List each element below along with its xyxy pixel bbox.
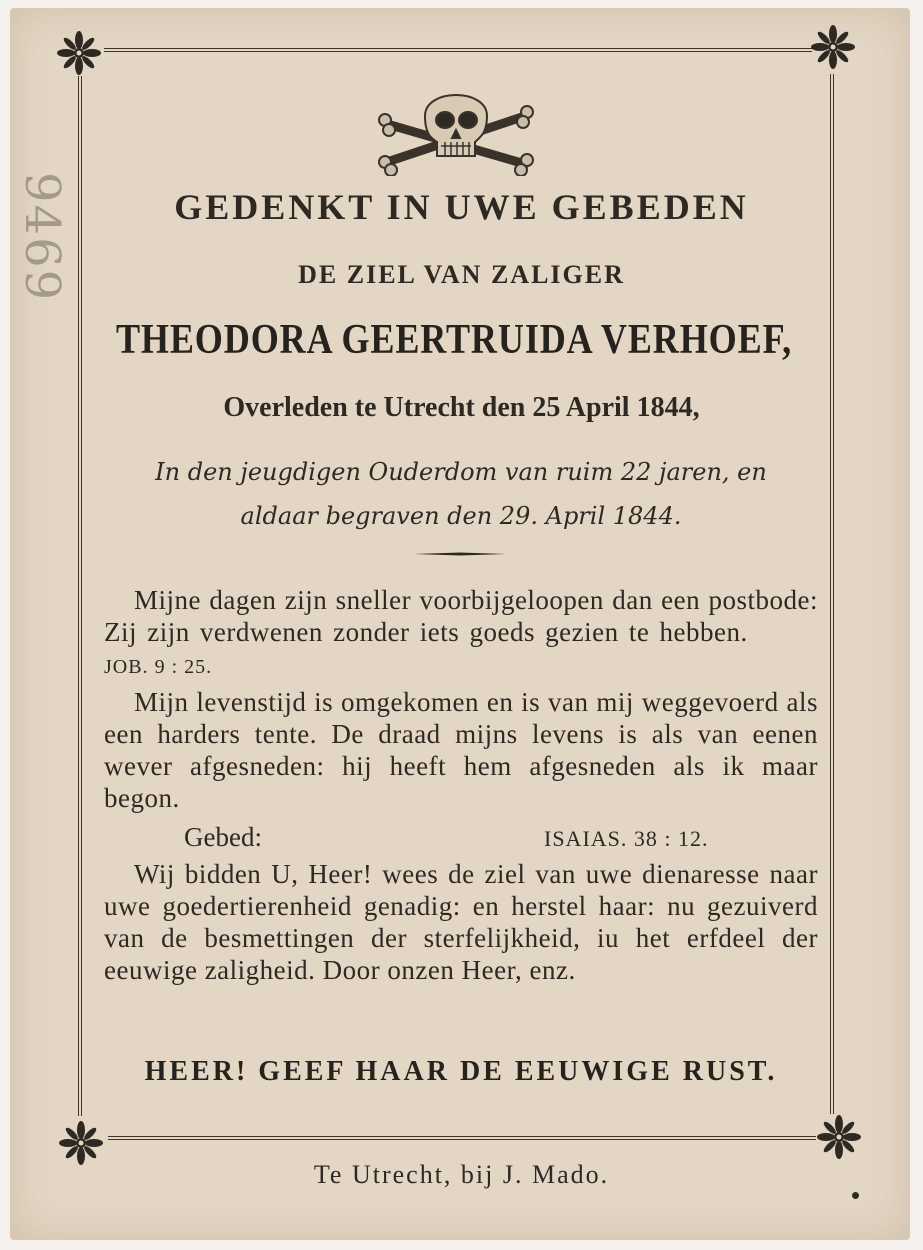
card-heading: GEDENKT IN UWE GEBEDEN (174, 187, 749, 227)
verse-job-text: Mijne dagen zijn sneller voorbijgeloopen dan een postbode: Zij zijn verdwenen zonder iets goeds gezien te hebben. (104, 585, 818, 647)
card-subheading: DE ZIEL VAN ZALIGER (298, 260, 625, 289)
verse-job (104, 584, 818, 683)
closing-invocation: HEER! GEEF HAAR DE EEUWIGE RUST. (144, 1056, 778, 1087)
handwritten-inventory-number: 9469 (14, 172, 70, 303)
frame-right-rule (830, 74, 834, 1114)
death-date-line: Overleden te Utrecht den 25 April 1844, (223, 392, 700, 423)
verse-isaias-reference: ISAIAS. 38 : 12. (544, 826, 709, 851)
prayer-label: Gebed: (184, 822, 262, 852)
corner-rosette-icon (816, 1114, 862, 1160)
corner-rosette-icon (810, 24, 856, 70)
printer-imprint: Te Utrecht, bij J. Mado. (313, 1160, 610, 1189)
verse-isaias-text: Mijn levenstijd is omgekomen en is van mij weggevoerd als een harders tente. De draad mijns levens is als van eenen wever afgesneden: hij heeft hem afgesneden als ik maar begon. (104, 687, 818, 813)
separator-rule (414, 552, 506, 556)
prayer-text: Wij bidden U, Heer! wees de ziel van uwe dienaresse naar uwe goedertierenheid genadig: en herstel haar: nu gezuiverd van de besmettingen der sterfelijkheid, iu het erfdeel der eeuwige zaligheid. Door onzen Heer, enz. (104, 859, 818, 985)
frame-top-rule (104, 48, 812, 52)
age-burial-text (104, 450, 818, 538)
ink-dot (852, 1192, 859, 1199)
burial-line: aldaar begraven den 29. April 1844. (240, 502, 682, 530)
frame-left-rule (78, 76, 82, 1116)
frame-bottom-rule (108, 1136, 816, 1140)
corner-rosette-icon (56, 30, 102, 76)
age-line: In den jeugdigen Ouderdom van ruim 22 jaren, en (155, 458, 767, 486)
verse-isaias (104, 686, 818, 814)
skull-crossbones-icon (375, 76, 537, 176)
verse-job-reference: JOB. 9 : 25. (104, 656, 213, 678)
deceased-name: THEODORA GEERTRUIDA VERHOEF, (115, 317, 793, 363)
